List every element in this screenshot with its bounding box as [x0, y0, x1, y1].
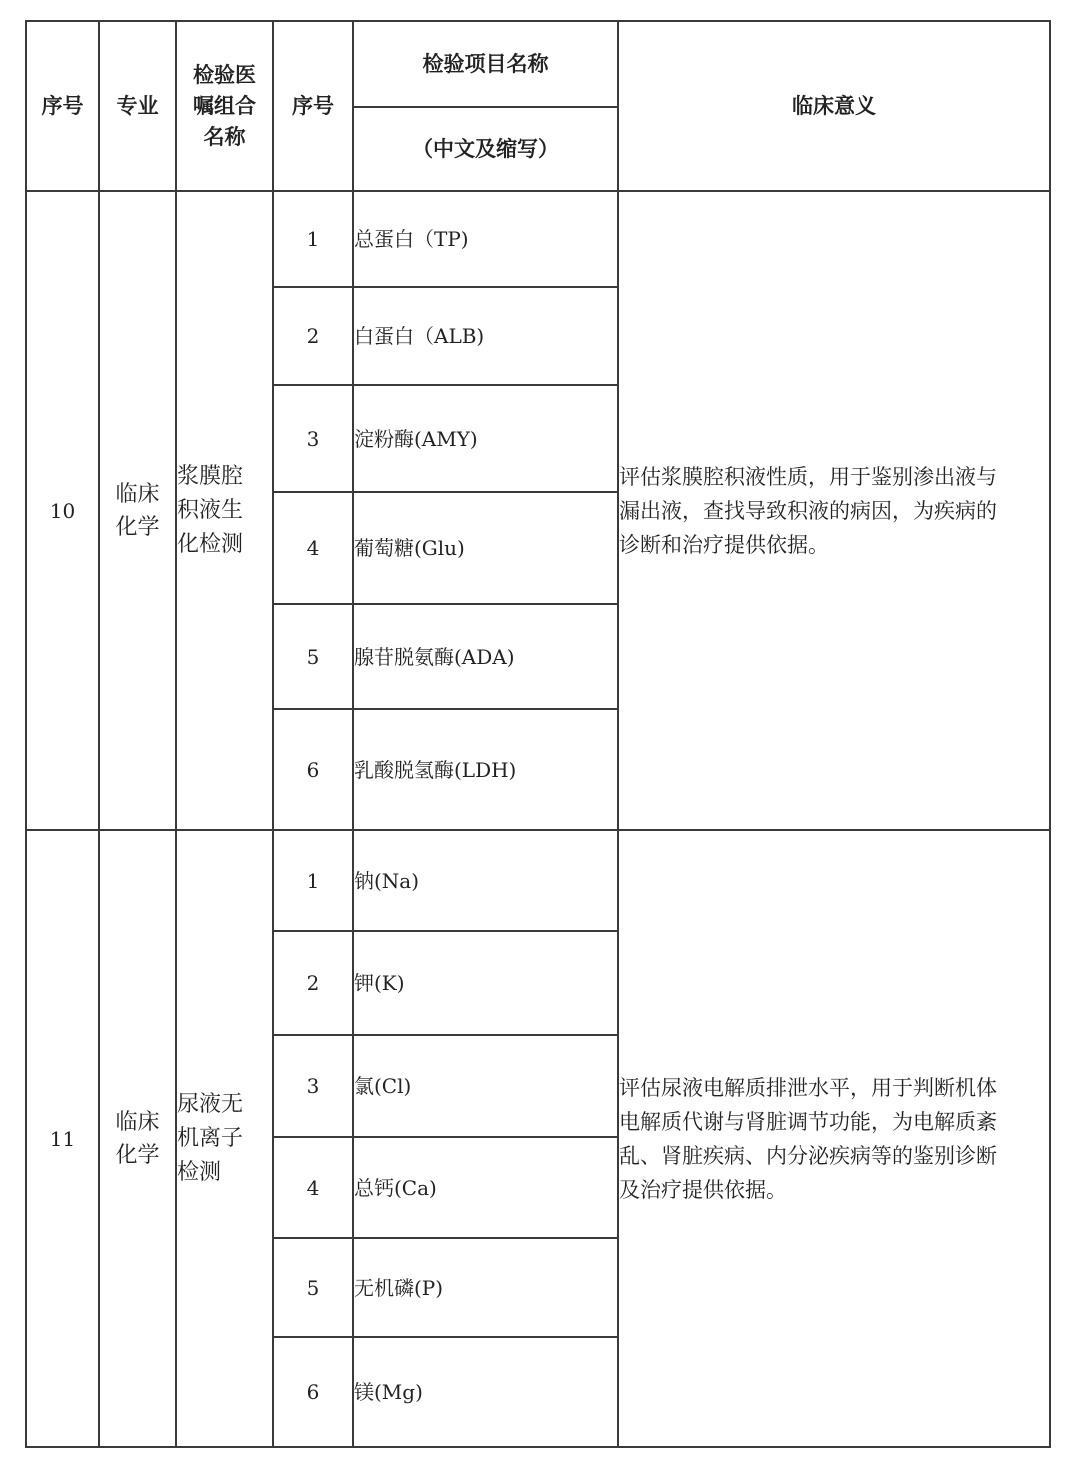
header-item-name-sub: （中文及缩写） — [353, 107, 618, 191]
item-name: 淀粉酶(AMY) — [353, 385, 618, 492]
item-name: 总钙(Ca) — [353, 1137, 618, 1238]
item-no: 1 — [273, 191, 353, 287]
item-no: 3 — [273, 385, 353, 492]
section-specialty: 临床 化学 — [99, 191, 176, 830]
section-order-group: 尿液无 机离子 检测 — [176, 830, 273, 1447]
item-name: 钾(K) — [353, 931, 618, 1035]
item-name: 镁(Mg) — [353, 1337, 618, 1447]
item-no: 4 — [273, 492, 353, 604]
section-specialty: 临床 化学 — [99, 830, 176, 1447]
item-name: 乳酸脱氢酶(LDH) — [353, 709, 618, 830]
item-no: 2 — [273, 931, 353, 1035]
item-no: 1 — [273, 830, 353, 931]
inspection-table — [25, 20, 1051, 1448]
item-no: 5 — [273, 1238, 353, 1337]
item-name: 腺苷脱氨酶(ADA) — [353, 604, 618, 709]
item-no: 6 — [273, 1337, 353, 1447]
item-no: 6 — [273, 709, 353, 830]
header-order-group: 检验医 嘱组合 名称 — [176, 21, 273, 191]
table-row — [26, 191, 1050, 287]
section-order-group: 浆膜腔 积液生 化检测 — [176, 191, 273, 830]
item-name: 无机磷(P) — [353, 1238, 618, 1337]
section-seq: 10 — [26, 191, 99, 830]
table-row — [26, 830, 1050, 931]
header-row — [26, 21, 1050, 107]
item-no: 3 — [273, 1035, 353, 1137]
section-clinical-meaning: 评估尿液电解质排泄水平，用于判断机体 电解质代谢与肾脏调节功能，为电解质紊 乱、肾脏疾病、内分泌疾病等的鉴别诊断 及治疗提供依据。 — [618, 830, 1050, 1447]
header-specialty: 专业 — [99, 21, 176, 191]
item-no: 4 — [273, 1137, 353, 1238]
header-clinical-meaning: 临床意义 — [618, 21, 1050, 191]
item-no: 2 — [273, 287, 353, 385]
item-name: 总蛋白（TP) — [353, 191, 618, 287]
section-clinical-meaning: 评估浆膜腔积液性质，用于鉴别渗出液与 漏出液，查找导致积液的病因，为疾病的 诊断和治疗提供依据。 — [618, 191, 1050, 830]
header-item-seq: 序号 — [273, 21, 353, 191]
item-name: 白蛋白（ALB) — [353, 287, 618, 385]
section-seq: 11 — [26, 830, 99, 1447]
item-name: 氯(Cl) — [353, 1035, 618, 1137]
header-item-name: 检验项目名称 — [353, 21, 618, 107]
item-name: 葡萄糖(Glu) — [353, 492, 618, 604]
item-name: 钠(Na) — [353, 830, 618, 931]
item-no: 5 — [273, 604, 353, 709]
header-seq: 序号 — [26, 21, 99, 191]
